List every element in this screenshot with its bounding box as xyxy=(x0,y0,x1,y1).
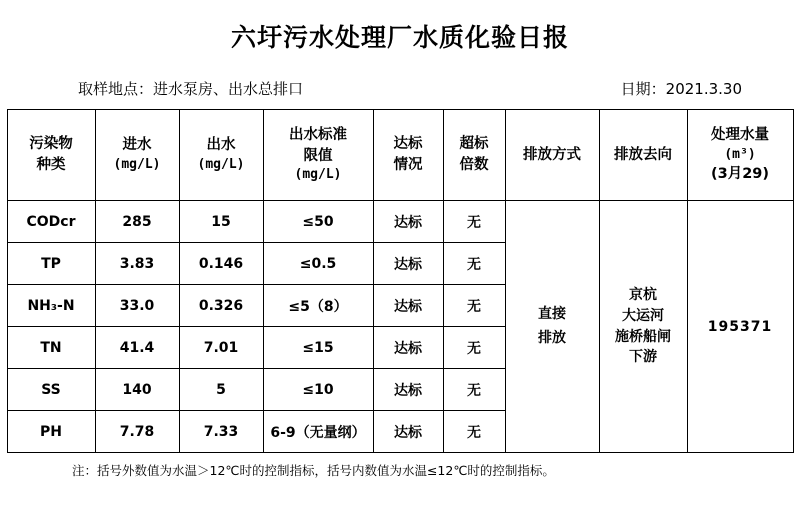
water-quality-table xyxy=(7,109,794,453)
row-pollutant-name: PH xyxy=(7,411,95,453)
row-standard-limit: ≤50 xyxy=(263,201,373,243)
discharge-dest-line1: 京杭 xyxy=(629,287,657,304)
header-compliance-line1: 达标 xyxy=(393,136,423,153)
header-exceed-line2: 倍数 xyxy=(459,157,489,173)
header-effluent xyxy=(179,110,263,201)
row-standard-limit: 6-9（无量纲） xyxy=(263,411,373,453)
header-influent xyxy=(95,110,179,201)
row-compliance: 达标 xyxy=(373,201,443,243)
header-pollutant xyxy=(7,110,95,201)
discharge-destination-cell xyxy=(599,201,687,453)
page-title: 六圩污水处理厂水质化验日报 xyxy=(230,23,569,52)
row-effluent-value: 0.326 xyxy=(179,285,263,327)
row-exceed-factor: 无 xyxy=(443,285,505,327)
row-pollutant-name: NH₃-N xyxy=(7,285,95,327)
header-compliance xyxy=(373,110,443,201)
header-exceed-line1: 超标 xyxy=(459,136,489,153)
discharge-mode-cell xyxy=(505,201,599,453)
header-standard-line2: 限值 xyxy=(303,147,333,164)
discharge-mode-line2: 排放 xyxy=(538,329,566,346)
row-influent-value: 140 xyxy=(95,369,179,411)
row-effluent-value: 5 xyxy=(179,369,263,411)
table-header-row xyxy=(7,110,793,201)
discharge-dest-line3: 施桥船闸 xyxy=(615,328,671,345)
header-influent-line1: 进水 xyxy=(122,137,152,154)
row-standard-limit: ≤5（8） xyxy=(263,285,373,327)
row-effluent-value: 7.33 xyxy=(179,411,263,453)
row-effluent-value: 7.01 xyxy=(179,327,263,369)
footnote: 注：括号外数值为水温＞12℃时的控制指标，括号内数值为水温≤12℃时的控制指标。 xyxy=(72,463,555,478)
sampling-location: 取样地点：进水泵房、出水总排口 xyxy=(78,80,304,98)
header-effluent-unit: (mg/L) xyxy=(197,157,245,173)
row-effluent-value: 0.146 xyxy=(179,243,263,285)
row-pollutant-name: CODcr xyxy=(7,201,95,243)
row-standard-limit: ≤10 xyxy=(263,369,373,411)
row-influent-value: 285 xyxy=(95,201,179,243)
header-effluent-line1: 出水 xyxy=(206,137,236,154)
row-influent-value: 41.4 xyxy=(95,327,179,369)
report-date: 日期：2021.3.30 xyxy=(620,80,742,98)
row-pollutant-name: SS xyxy=(7,369,95,411)
header-volume-unit: (m³) xyxy=(724,146,756,162)
row-compliance: 达标 xyxy=(373,243,443,285)
row-compliance: 达标 xyxy=(373,327,443,369)
row-pollutant-name: TN xyxy=(7,327,95,369)
treated-volume-value: 195371 xyxy=(687,201,793,453)
discharge-dest-line4: 下游 xyxy=(629,349,657,366)
header-discharge-mode: 排放方式 xyxy=(505,110,599,201)
row-influent-value: 3.83 xyxy=(95,243,179,285)
row-compliance: 达标 xyxy=(373,369,443,411)
discharge-dest-line2: 大运河 xyxy=(622,307,664,324)
row-compliance: 达标 xyxy=(373,285,443,327)
row-standard-limit: ≤15 xyxy=(263,327,373,369)
row-exceed-factor: 无 xyxy=(443,327,505,369)
report-subheader xyxy=(0,60,800,109)
header-standard-unit: (mg/L) xyxy=(294,167,342,183)
row-compliance: 达标 xyxy=(373,411,443,453)
header-pollutant-line1: 污染物 xyxy=(29,136,73,153)
header-discharge-destination: 排放去向 xyxy=(599,110,687,201)
header-volume-line1: 处理水量 xyxy=(711,127,769,144)
row-standard-limit: ≤0.5 xyxy=(263,243,373,285)
row-pollutant-name: TP xyxy=(7,243,95,285)
header-exceed-factor xyxy=(443,110,505,201)
row-exceed-factor: 无 xyxy=(443,201,505,243)
row-exceed-factor: 无 xyxy=(443,243,505,285)
row-effluent-value: 15 xyxy=(179,201,263,243)
row-exceed-factor: 无 xyxy=(443,369,505,411)
header-compliance-line2: 情况 xyxy=(393,157,423,173)
row-influent-value: 7.78 xyxy=(95,411,179,453)
header-volume-date: (3月29) xyxy=(710,166,770,183)
discharge-mode-line1: 直接 xyxy=(538,305,566,322)
header-influent-unit: (mg/L) xyxy=(113,157,161,173)
header-pollutant-line2: 种类 xyxy=(36,157,66,173)
row-exceed-factor: 无 xyxy=(443,411,505,453)
row-influent-value: 33.0 xyxy=(95,285,179,327)
header-standard-line1: 出水标准 xyxy=(289,127,347,144)
header-standard-limit xyxy=(263,110,373,201)
header-treated-volume xyxy=(687,110,793,201)
table-row xyxy=(7,201,793,243)
